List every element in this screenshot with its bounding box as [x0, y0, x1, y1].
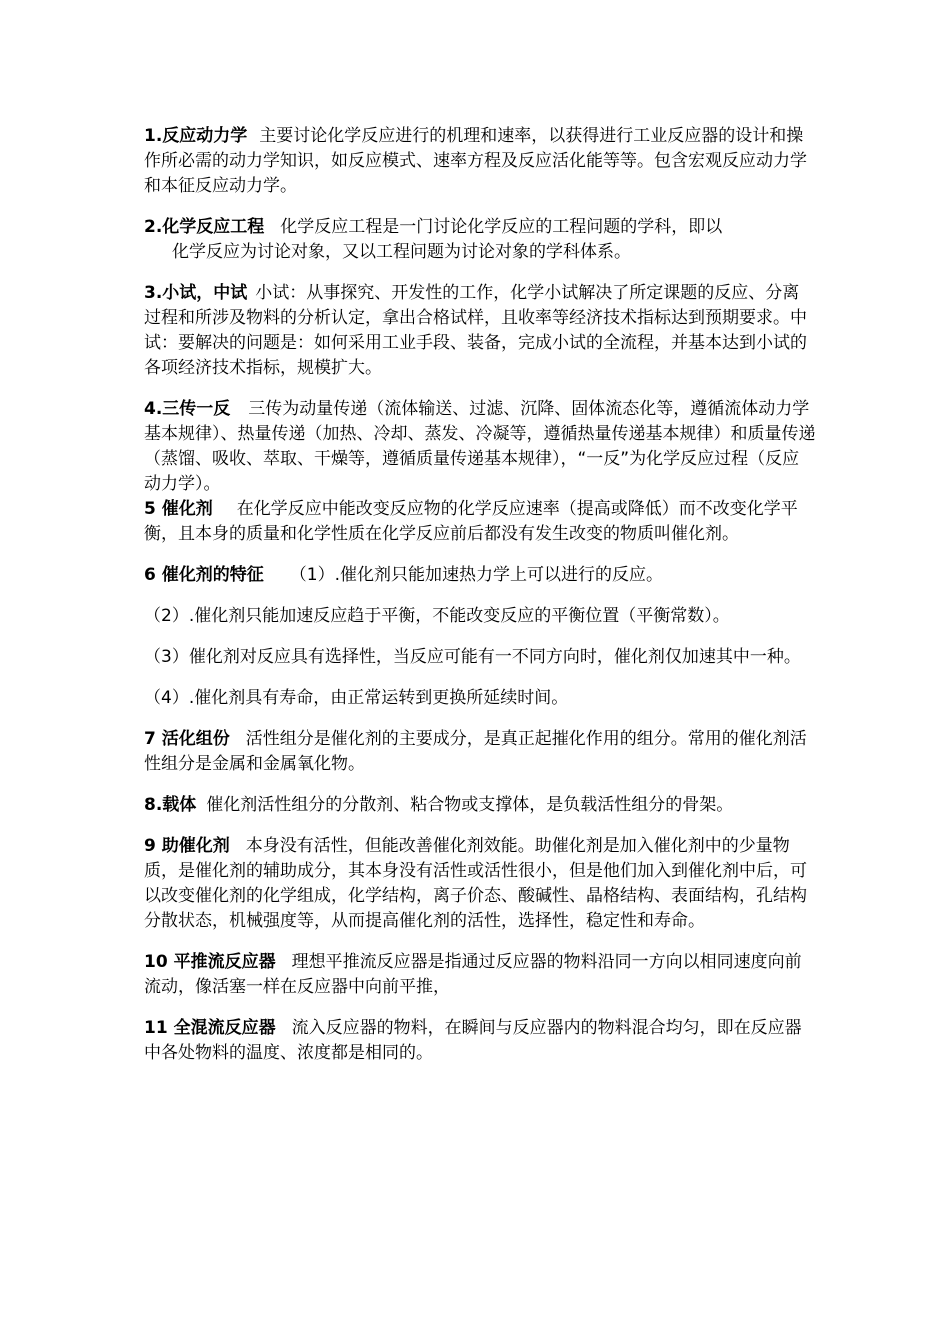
- definition-text: 流入反应器的物料，在瞬间与反应器内的物料混合均匀，即在反应器中各处物料的温度、浓度都是相同的。: [144, 1018, 802, 1063]
- term-heading: 7 活化组份: [144, 729, 230, 749]
- catalyst-feature-item: （4）.催化剂具有寿命，由正常运转到更换所延续时间。: [144, 688, 569, 708]
- definition-active-component: [144, 727, 816, 777]
- definition-text: 在化学反应中能改变反应物的化学反应速率（提高或降低）而不改变化学平衡，且本身的质量和化学性质在化学反应前后都没有发生改变的物质叫催化剂。: [144, 499, 798, 544]
- term-heading: 6 催化剂的特征: [144, 565, 264, 585]
- definition-three-transfers-one-reaction: [144, 397, 816, 497]
- term-heading: 11 全混流反应器: [144, 1018, 276, 1038]
- definition-plug-flow-reactor: [144, 950, 816, 1000]
- definition-text-continuation: 化学反应为讨论对象，又以工程问题为讨论对象的学科体系。: [172, 242, 631, 262]
- definition-catalyst-features: [144, 563, 816, 588]
- definition-text: 催化剂活性组分的分散剂、粘合物或支撑体，是负载活性组分的骨架。: [206, 795, 734, 815]
- definition-text: （1）.催化剂只能加速热力学上可以进行的反应。: [289, 565, 663, 585]
- catalyst-feature-item: （2）.催化剂只能加速反应趋于平衡，不能改变反应的平衡位置（平衡常数）。: [144, 606, 730, 626]
- definition-support: [144, 793, 816, 818]
- definition-text: 本身没有活性，但能改善催化剂效能。助催化剂是加入催化剂中的少量物质，是催化剂的辅助成分，其本身没有活性或活性很小，但是他们加入到催化剂中后，可以改变催化剂的化学组成，化学结构，离子价态、酸碱性、晶格结构、表面结构，孔结构分散状态，机械强度等，从而提高催化剂的活性，选择性，稳定性和寿命。: [144, 836, 807, 931]
- definition-text: 三传为动量传递（流体输送、过滤、沉降、固体流态化等，遵循流体动力学基本规律）、热量传递（加热、冷却、蒸发、冷凝等，遵循热量传递基本规律）和质量传递（蒸馏、吸收、萃取、干燥等，遵循质量传递基本规律），“一反”为化学反应过程（反应动力学）。: [144, 399, 816, 494]
- definition-text: 活性组分是催化剂的主要成分，是真正起摧化作用的组分。常用的催化剂活性组分是金属和金属氧化物。: [144, 729, 807, 774]
- definition-chemical-reaction-engineering: [144, 215, 816, 265]
- definition-promoter: [144, 834, 816, 934]
- definition-pilot-test: [144, 281, 816, 381]
- term-heading: 8.载体: [144, 795, 197, 815]
- term-heading: 10 平推流反应器: [144, 952, 276, 972]
- term-heading: 9 助催化剂: [144, 836, 230, 856]
- definition-text: 理想平推流反应器是指通过反应器的物料沿同一方向以相同速度向前流动，像活塞一样在反应器中向前平推，: [144, 952, 802, 997]
- definition-text: 化学反应工程是一门讨论化学反应的工程问题的学科，即以: [280, 217, 723, 237]
- definition-text: 主要讨论化学反应进行的机理和速率，以获得进行工业反应器的设计和操作所必需的动力学知识，如反应模式、速率方程及反应活化能等等。包含宏观反应动力学和本征反应动力学。: [144, 126, 807, 196]
- term-heading: 2.化学反应工程: [144, 217, 265, 237]
- definition-reaction-kinetics: [144, 124, 816, 199]
- document-page: [144, 124, 816, 1082]
- term-heading: 5 催化剂: [144, 499, 213, 519]
- definition-mixed-flow-reactor: [144, 1016, 816, 1066]
- catalyst-feature-item: （3）催化剂对反应具有选择性，当反应可能有一不同方向时，催化剂仅加速其中一种。: [144, 647, 801, 667]
- term-heading: 4.三传一反: [144, 399, 231, 419]
- definition-catalyst: [144, 497, 816, 547]
- term-heading: 1.反应动力学: [144, 126, 248, 146]
- term-heading: 3.小试，中试: [144, 283, 248, 303]
- definition-text: 小试：从事探究、开发性的工作，化学小试解决了所定课题的反应、分离过程和所涉及物料的分析认定，拿出合格试样，且收率等经济技术指标达到预期要求。中试：要解决的问题是：如何采用工业手段、装备，完成小试的全流程，并基本达到小试的各项经济技术指标，规模扩大。: [144, 283, 807, 378]
